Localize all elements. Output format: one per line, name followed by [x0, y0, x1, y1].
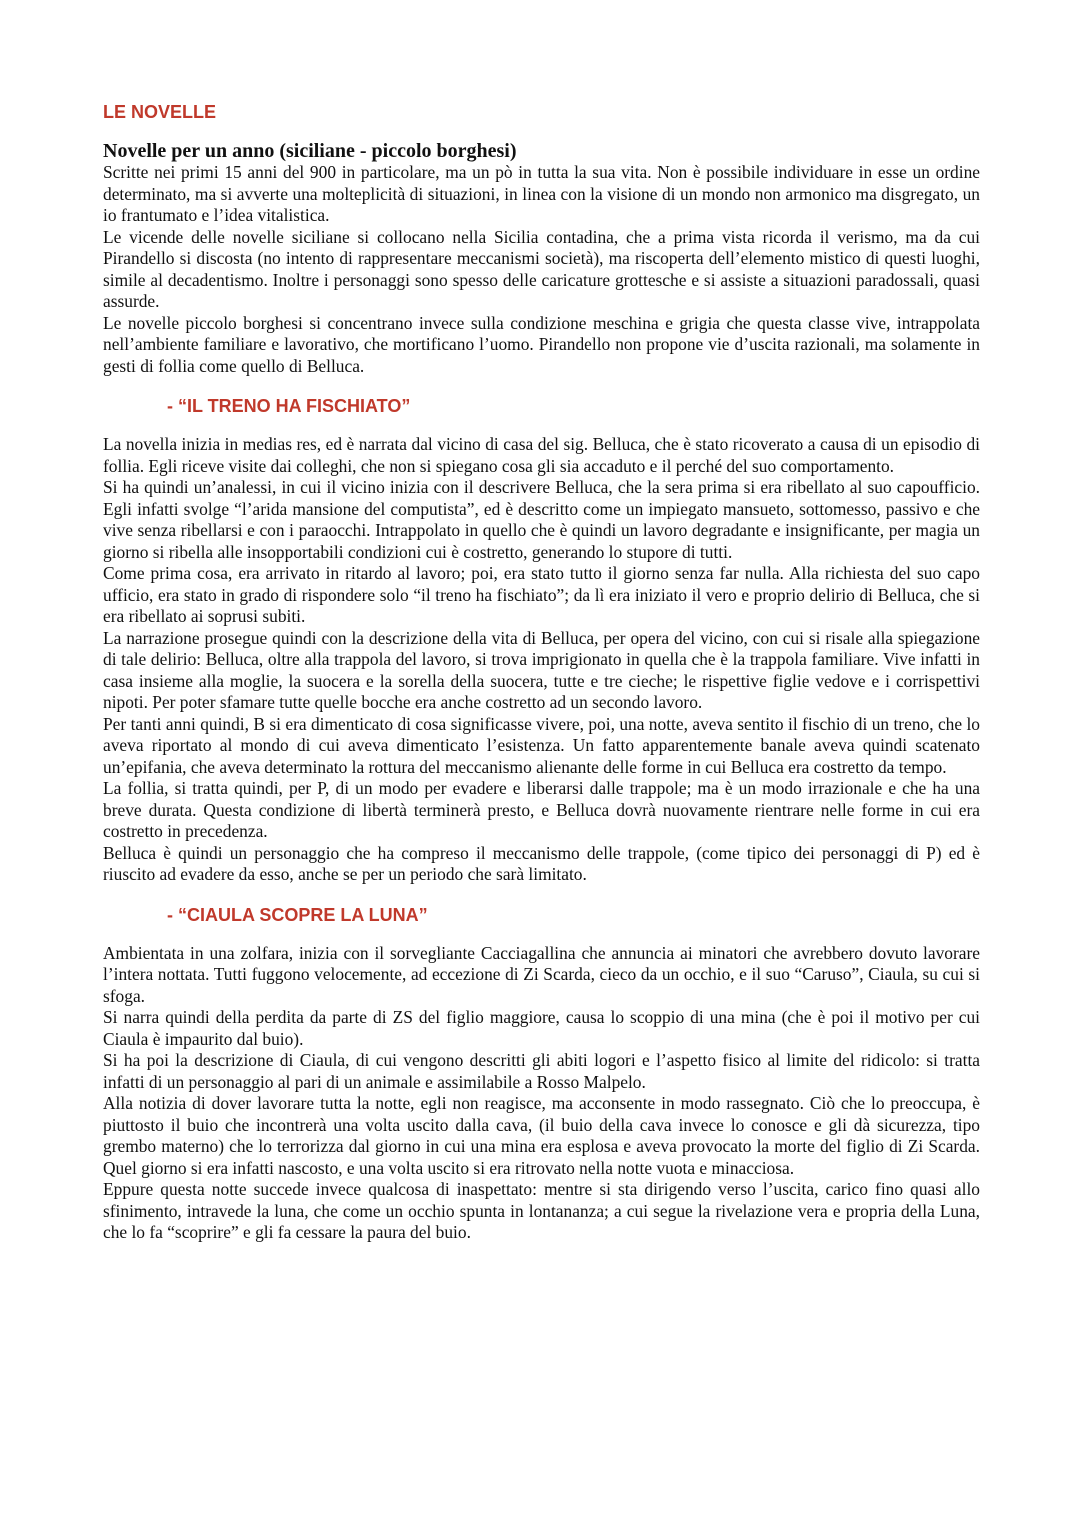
novel-paragraph: Per tanti anni quindi, B si era dimenticato di cosa significasse vivere, poi, una notte, aveva sentito il fischio di un treno, che lo aveva riportato al mondo di cui aveva dimenticato l’esistenza. Un fatto apparentemente banale aveva quindi scatenato un’epifania, che aveva determinato la rottura del meccanismo alienante delle forme in cui Belluca era costretto da tempo. [103, 713, 980, 777]
intro-paragraph: Le novelle piccolo borghesi si concentrano invece sulla condizione meschina e grigia che questa classe vive, intrappolata nell’ambiente familiare e lavorativo, che mortificano l’uomo. Pirandello non propone vie d’uscita razionali, ma solamente in gesti di follia come quello di Belluca. [103, 312, 980, 376]
novel-paragraph: Ambientata in una zolfara, inizia con il sorvegliante Cacciagallina che annuncia ai minatori che avrebbero dovuto lavorare l’intera nottata. Tutti fuggono velocemente, ad eccezione di Zi Scarda, cieco da un occhio, e il suo “Caruso”, Ciaula, su cui si sfoga. [103, 942, 980, 1006]
novel-ciaula-block [103, 943, 980, 1244]
section-title: LE NOVELLE [103, 102, 217, 122]
novel-paragraph: La follia, si tratta quindi, per P, di un modo per evadere e liberarsi dalle trappole; ma è un modo irrazionale e che ha una breve durata. Questa condizione di libertà terminerà presto, e Belluca dovrà nuovamente rientrare nelle forme in cui era costretto in precedenza. [103, 778, 980, 841]
document-page [103, 100, 980, 1244]
novel-paragraph: Eppure questa notte succede invece qualcosa di inaspettato: mentre si sta dirigendo verso l’uscita, carico fino quasi allo sfinimento, intravede la luna, che come un occhio spunta in lontananza; a cui segue la rivelazione vera e propria della Luna, che lo fa “scoprire” e gli fa cessare la paura del buio. [103, 1179, 980, 1242]
intro-block [103, 162, 980, 377]
novel-title-treno: - “IL TRENO HA FISCHIATO” [167, 396, 411, 416]
novel-title-ciaula: - “CIAULA SCOPRE LA LUNA” [167, 904, 428, 925]
intro-paragraph: Le vicende delle novelle siciliane si collocano nella Sicilia contadina, che a prima vista ricorda il verismo, ma da cui Pirandello si discosta (no intento di rappresentare meccanismi società), ma riscoperta dell’elemento mistico di questi luoghi, simile al decadentismo. Inoltre i personaggi sono spesso delle caricature grottesche e si assiste a situazioni paradossali, quasi assurde. [103, 226, 980, 311]
novel-paragraph: Si ha quindi un’analessi, in cui il vicino inizia con il descrivere Belluca, che la sera prima si era ribellato al suo capoufficio. Egli infatti svolge “l’arida mansione del computista”, ed è descritto come un impiegato mansueto, sottomesso, passivo e che vive senza ribellarsi e con i paraocchi. Intrappolato in quello che è quindi un lavoro degradante e insignificante, per magia un giorno si ribella alle insopportabili condizioni cui è costretto, generando lo stupore di tutti. [103, 477, 980, 562]
novel-paragraph: La novella inizia in medias res, ed è narrata dal vicino di casa del sig. Belluca, che è stato ricoverato a causa di un episodio di follia. Egli riceve visite dai colleghi, che non si spiegano cosa gli sia accaduto e il perché del suo comportamento. [103, 434, 980, 476]
novel-treno-block [103, 434, 980, 886]
novel-paragraph: Belluca è quindi un personaggio che ha compreso il meccanismo delle trappole, (come tipico dei personaggi di P) ed è riuscito ad evadere da esso, anche se per un periodo che sarà limitato. [103, 842, 980, 884]
subtitle: Novelle per un anno (siciliane - piccolo borghesi) [103, 140, 517, 162]
novel-paragraph: Alla notizia di dover lavorare tutta la notte, egli non reagisce, ma acconsente in modo rassegnato. Ciò che lo preoccupa, è piuttosto il buio che incontrerà una volta uscito dalla cava, (il buio della cava invece lo conosce e gli dà sicurezza, tipo grembo materno) che lo terrorizza dal giorno in cui una mina era esplosa e aveva provocato la morte del figlio di Zi Scarda. Quel giorno si era infatti nascosto, e una volta uscito si era ritrovato nella notte vuota e minacciosa. [103, 1093, 980, 1178]
novel-paragraph: Come prima cosa, era arrivato in ritardo al lavoro; poi, era stato tutto il giorno senza far nulla. Alla richiesta del suo capo ufficio, era stato in grado di rispondere solo “il treno ha fischiato”; da lì era iniziato il vero e proprio delirio di Belluca, che si era ribellato ai soprusi subiti. [103, 563, 980, 626]
intro-paragraph: Scritte nei primi 15 anni del 900 in particolare, ma un pò in tutta la sua vita. Non è possibile individuare in esse un ordine determinato, ma si avverte una molteplicità di situazioni, in linea con la visione di un mondo non armonico ma disgregato, un io frantumato e l’idea vitalistica. [103, 162, 980, 225]
novel-paragraph: Si narra quindi della perdita da parte di ZS del figlio maggiore, causa lo scoppio di una mina (che è poi il motivo per cui Ciaula è impaurito dal buio). [103, 1007, 980, 1049]
novel-paragraph: La narrazione prosegue quindi con la descrizione della vita di Belluca, per opera del vicino, con cui si risale alla spiegazione di tale delirio: Belluca, oltre alla trappola del lavoro, si trova imprigionato in quella che è la trappola familiare. Vive infatti in casa insieme alla moglie, la suocera e la sorella della suocera, tutte e tre cieche; le rispettive figlie vedove e i corrispettivi nipoti. Per poter sfamare tutte quelle bocche era anche costretto ad un secondo lavoro. [103, 627, 980, 712]
novel-paragraph: Si ha poi la descrizione di Ciaula, di cui vengono descritti gli abiti logori e l’aspetto fisico al limite del ridicolo: si tratta infatti di un personaggio al pari di un animale e assimilabile a Rosso Malpelo. [103, 1050, 980, 1092]
